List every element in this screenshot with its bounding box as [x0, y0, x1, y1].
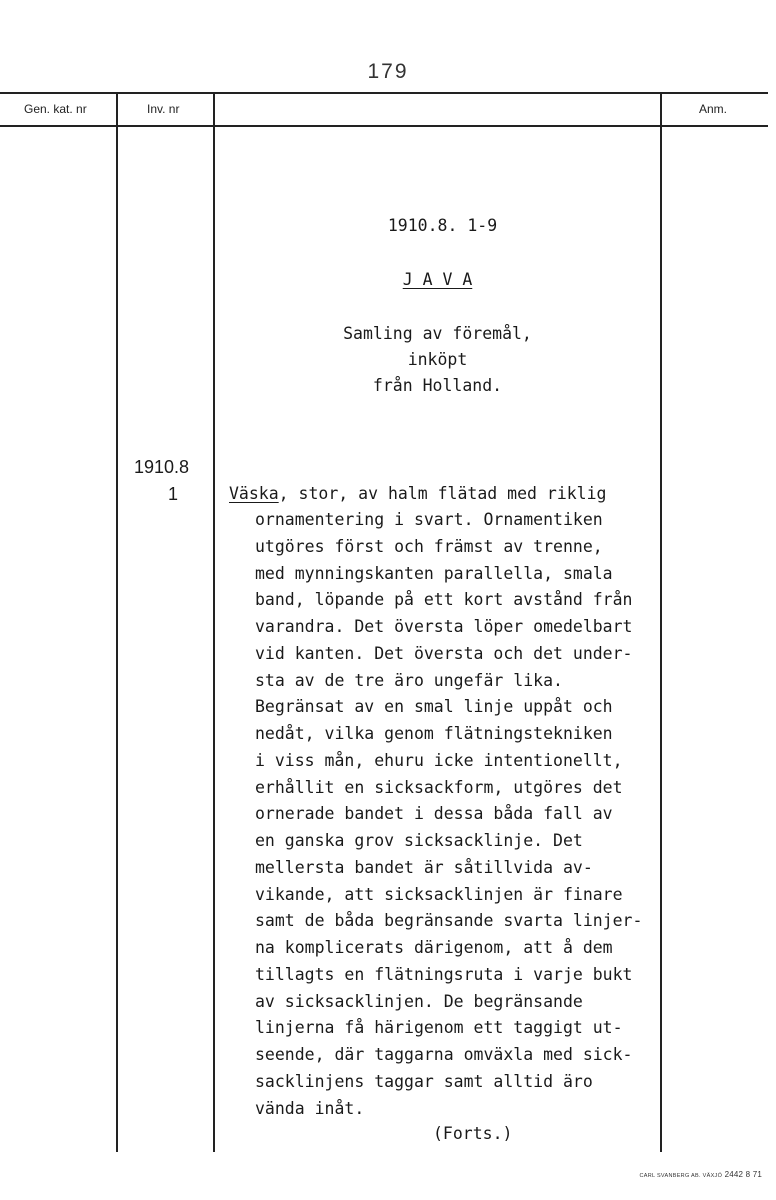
entry-line: varandra. Det översta löper omedelbart	[255, 617, 633, 636]
entry-line: sacklinjens taggar samt alltid äro	[255, 1071, 593, 1091]
entry-line: en ganska grov sicksacklinje. Det	[255, 831, 583, 850]
entry-line: nedåt, vilka genom flätningstekniken	[255, 724, 613, 743]
entry-line: ornerade bandet i dessa båda fall av	[255, 804, 613, 824]
column-header-inv-nr: Inv. nr	[147, 102, 180, 116]
continued-note: (Forts.)	[433, 1124, 513, 1143]
item-number: 1	[168, 484, 179, 504]
entry-line: erhållit en sicksackform, utgöres det	[255, 777, 623, 797]
entry-line: vid kanten. Det översta och det under-	[255, 643, 633, 663]
inventory-number: 1910.8	[134, 457, 190, 477]
entry-line: tillagts en flätningsruta i varje bukt	[255, 964, 633, 984]
column-divider-1	[116, 92, 118, 1152]
entry-line: vända inåt.	[255, 1098, 365, 1118]
column-divider-2	[213, 92, 215, 1152]
column-divider-3	[660, 92, 662, 1152]
entry-line: seende, där taggarna omväxla med sick-	[255, 1045, 633, 1064]
entry-line: ornamentering i svart. Ornamentiken	[255, 510, 603, 529]
collection-title-text: J A V A	[402, 270, 473, 289]
column-header-anm: Anm.	[699, 102, 728, 116]
collection-subtitle-line: från Holland.	[372, 376, 503, 395]
form-code: 2442 8 71	[724, 1170, 762, 1179]
entry-first-line-text: , stor, av halm flätad med riklig	[278, 484, 607, 503]
entry-line: med mynningskanten parallella, smala	[255, 563, 613, 583]
entry-line: av sicksacklinjen. De begränsande	[255, 991, 583, 1011]
entry-line: na komplicerats därigenom, att å dem	[255, 938, 613, 957]
entry-line: utgöres först och främst av trenne,	[255, 536, 603, 556]
entry-line: band, löpande på ett kort avstånd från	[255, 590, 633, 610]
entry-line: vikande, att sicksacklinjen är finare	[255, 884, 623, 904]
printer-mark	[639, 1170, 762, 1179]
entry-line: sta av de tre äro ungefär lika.	[255, 670, 563, 690]
collection-title	[215, 270, 660, 289]
page-number: 179	[367, 60, 409, 83]
entry-line: Begränsat av en smal linje uppåt och	[255, 697, 613, 717]
printer-name: CARL SVANBERG AB. VÄXJÖ	[639, 1173, 723, 1179]
collection-subtitle-line: Samling av föremål,	[343, 324, 532, 343]
entry-first-line	[229, 484, 607, 503]
column-header-gen-kat-nr: Gen. kat. nr	[24, 102, 87, 116]
entry-line: mellersta bandet är såtillvida av-	[255, 857, 593, 877]
entry-line: samt de båda begränsande svarta linjer-	[255, 911, 643, 931]
collection-subtitle-line: inköpt	[407, 350, 468, 369]
collection-reference: 1910.8. 1-9	[387, 216, 498, 235]
entry-line: linjerna få härigenom ett taggigt ut-	[255, 1018, 623, 1038]
entry-line: i viss mån, ehuru icke intentionellt,	[255, 750, 623, 770]
entry-object-name: Väska	[229, 484, 279, 503]
